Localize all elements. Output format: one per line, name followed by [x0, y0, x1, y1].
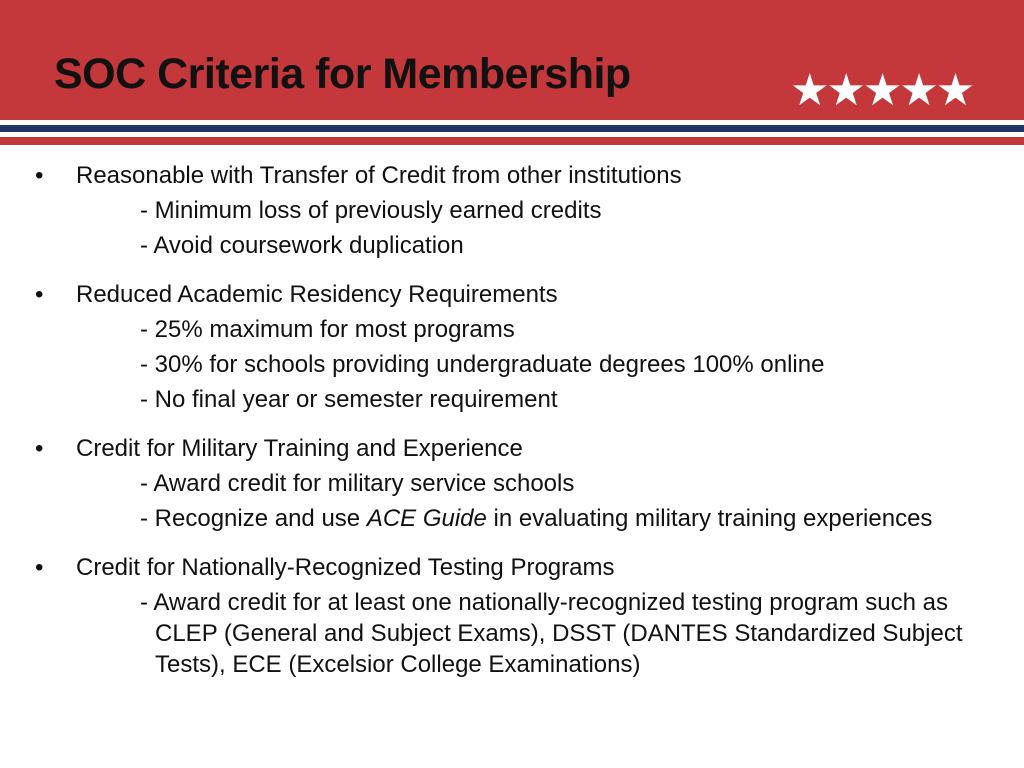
sub-item: - 25% maximum for most programs [140, 316, 515, 343]
bullet-item [0, 431, 1024, 536]
sub-item [140, 501, 985, 536]
ace-guide-title: ACE Guide [366, 505, 487, 532]
bullet-list [0, 158, 1024, 696]
bullet-marker: • [35, 435, 44, 462]
bullet-text: Credit for Nationally-Recognized Testing Programs [76, 554, 615, 581]
slide-title: SOC Criteria for Membership [54, 50, 631, 98]
stars-icon: ★★★★★ [790, 65, 973, 116]
bullet-item [0, 550, 1024, 682]
sub-item-text: - Recognize and use [140, 505, 367, 532]
sub-item: - Award credit for at least one nationally-recognized testing program such as CLEP (General and Subject Exams), DSST (DANTES Standardized Subject Tests), ECE (Excelsior College Examinations) [140, 589, 963, 678]
sub-item: - Minimum loss of previously earned credits [140, 197, 602, 224]
sub-item: - Avoid coursework duplication [140, 232, 464, 259]
sub-item: - No final year or semester requirement [140, 386, 558, 413]
divider-stripe-blue [0, 125, 1024, 132]
divider-stripe-red [0, 137, 1024, 145]
bullet-marker: • [35, 162, 44, 189]
sub-item: - Award credit for military service schools [140, 470, 575, 497]
bullet-item [0, 158, 1024, 263]
bullet-item [0, 277, 1024, 417]
bullet-text: Credit for Military Training and Experience [76, 435, 523, 462]
bullet-text: Reduced Academic Residency Requirements [76, 281, 558, 308]
bullet-text: Reasonable with Transfer of Credit from other institutions [76, 162, 682, 189]
sub-item: - 30% for schools providing undergraduate degrees 100% online [140, 351, 825, 378]
sub-item-text: in evaluating military training experiences [486, 505, 933, 532]
bullet-marker: • [35, 554, 44, 581]
bullet-marker: • [35, 281, 44, 308]
title-banner [0, 0, 1024, 120]
